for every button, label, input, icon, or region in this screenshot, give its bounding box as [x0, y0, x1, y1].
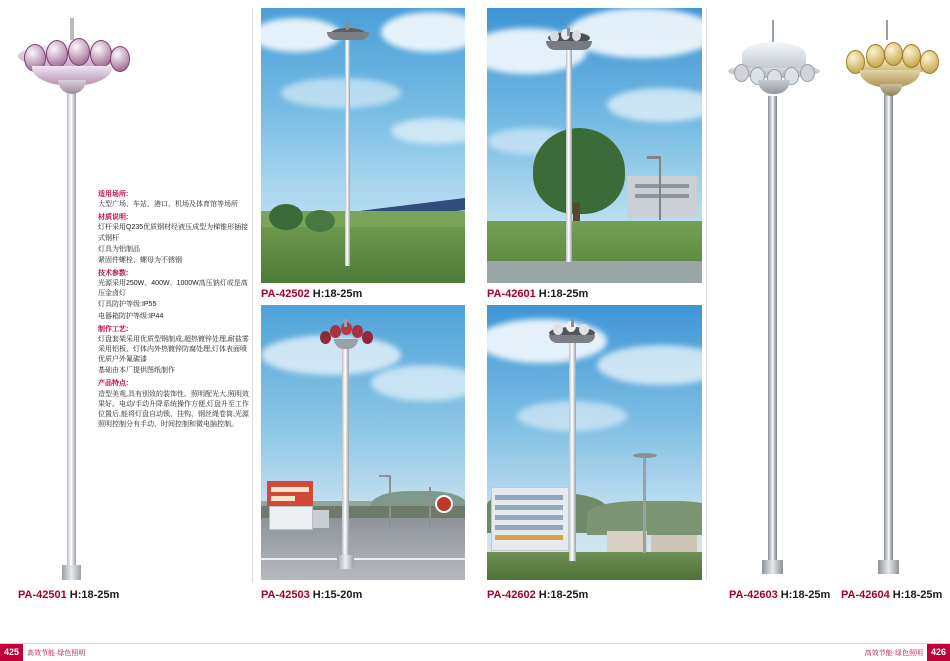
caption-pa-42503 — [261, 589, 362, 601]
spec-title: 技术参数: — [98, 269, 129, 277]
lamp-pole — [884, 94, 893, 574]
lamp-pole-base — [878, 560, 899, 574]
product-spec: H:18-25m — [538, 288, 589, 300]
product-spec: H:18-25m — [312, 288, 363, 300]
caption-pa-42604 — [841, 589, 942, 601]
lamp-head — [722, 20, 826, 100]
product-spec: H:18-25m — [69, 589, 120, 601]
lamp-head — [838, 20, 942, 100]
footer-divider — [0, 643, 950, 644]
product-code: PA-42604 — [841, 589, 890, 601]
product-code: PA-42503 — [261, 589, 310, 601]
footer-tagline-left: 高效节能·绿色照明 — [27, 649, 86, 657]
spec-line: 光源采用250W、400W、1000W高压钠灯或是高压金卤灯 — [98, 280, 248, 298]
lamp-pole-base — [337, 555, 354, 569]
spec-line: 灯盘套架采用优质型钢制成,超热镀锌处理,耐盐雾采用铝板、灯体内外热镀锌防腐处理,灯体表面喷优质户外氟碳漆 — [98, 335, 249, 364]
lamp-head — [545, 319, 601, 345]
spec-line: 灯杆采用Q235优质钢材经液压成型为梯锥形插接式钢杆 — [98, 224, 249, 242]
specifications-block — [98, 190, 250, 433]
page-number-right: 426 — [927, 644, 950, 661]
product-photo-pa-42602 — [487, 305, 702, 580]
product-code: PA-42603 — [729, 589, 778, 601]
caption-pa-42502 — [261, 288, 362, 300]
spec-title: 制作工艺: — [98, 325, 129, 333]
caption-pa-42601 — [487, 288, 588, 300]
spec-line: 灯具为铝制品 — [98, 245, 140, 253]
spec-line: 造型美观,具有别致的装饰性。照明配光大,照明效果好。电动/手动升降系统操作方便,灯盘升至工作位置后,能将灯盘自动锁、挂钩、钢丝绳卷筒,光源照明控制分有手动、时间控制和微电脑控制。 — [98, 390, 249, 428]
product-image-pa-42604 — [832, 8, 950, 580]
caption-pa-42501 — [18, 589, 119, 601]
lamp-pole — [566, 50, 572, 262]
spec-line: 电器箱防护等级:IP44 — [98, 312, 164, 320]
product-photo-pa-42503 — [261, 305, 465, 580]
product-code: PA-42602 — [487, 589, 536, 601]
spec-group — [98, 325, 250, 377]
spec-title: 材质说明: — [98, 214, 129, 222]
spec-line: 灯具防护等级:IP55 — [98, 301, 157, 309]
product-photo-pa-42601 — [487, 8, 702, 283]
lamp-head — [10, 18, 134, 98]
footer-left — [0, 644, 89, 661]
lamp-pole-base — [62, 565, 81, 580]
product-photo-pa-42502 — [261, 8, 465, 283]
lamp-pole — [345, 38, 350, 266]
lamp-pole — [569, 339, 576, 561]
spec-group — [98, 190, 250, 210]
spec-line: 基础由本厂提供图纸制作 — [98, 367, 175, 375]
product-spec: H:15-20m — [312, 589, 363, 601]
caption-pa-42602 — [487, 589, 588, 601]
spec-line: 大型广场、车站、港口、机场及体育馆等场所 — [98, 201, 238, 209]
product-code: PA-42502 — [261, 288, 310, 300]
product-code: PA-42501 — [18, 589, 67, 601]
lamp-head — [318, 319, 374, 349]
lamp-head — [325, 22, 371, 44]
product-spec: H:18-25m — [892, 589, 943, 601]
lamp-head — [542, 28, 596, 54]
lamp-pole — [67, 90, 76, 580]
spec-line: 紧固件螺栓、螺母为不锈钢 — [98, 256, 182, 264]
product-image-pa-42603 — [712, 8, 830, 580]
caption-pa-42603 — [729, 589, 830, 601]
lamp-pole — [342, 345, 349, 563]
lamp-pole — [768, 96, 777, 574]
product-spec: H:18-25m — [538, 589, 589, 601]
footer-tagline-right: 高效节能·绿色照明 — [864, 649, 923, 657]
spec-group — [98, 379, 250, 430]
lamp-pole-base — [762, 560, 783, 574]
page-number-left: 425 — [0, 644, 23, 661]
spec-group — [98, 269, 250, 322]
spec-title: 产品特点: — [98, 380, 129, 388]
product-code: PA-42601 — [487, 288, 536, 300]
product-spec: H:18-25m — [780, 589, 831, 601]
spec-group — [98, 213, 250, 266]
spec-title: 适用场所: — [98, 191, 129, 198]
footer-right — [861, 644, 950, 661]
